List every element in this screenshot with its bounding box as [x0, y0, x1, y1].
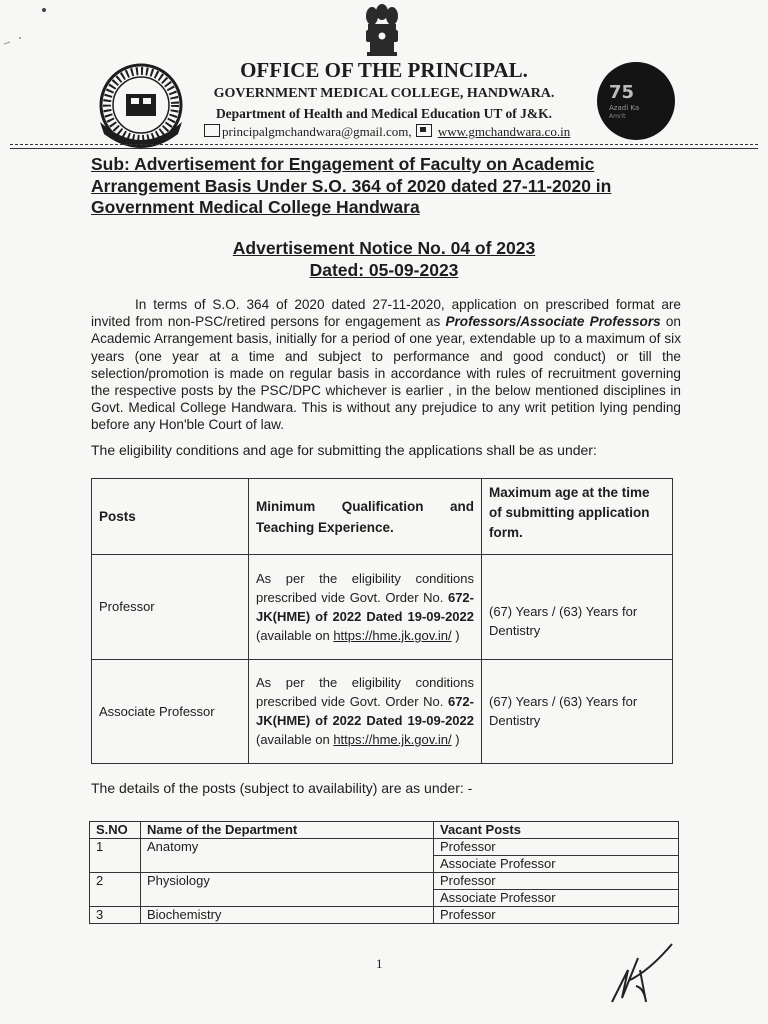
notice-number: Advertisement Notice No. 04 of 2023 [232, 238, 536, 258]
table-header: Maximum age at the time of submitting application form. [482, 479, 673, 555]
department-name: Department of Health and Medical Education UT of J&K. [215, 106, 553, 121]
office-title: OFFICE OF THE PRINCIPAL. [240, 58, 528, 82]
table-row: Associate Professor [90, 890, 679, 907]
table-row: 1 Anatomy Professor [90, 839, 679, 856]
table-header: Name of the Department [141, 822, 434, 839]
posts-table [89, 821, 679, 924]
email-icon [204, 124, 220, 137]
table-header: S.NO [90, 822, 141, 839]
details-intro: The details of the posts (subject to availability) are as under: - [91, 780, 473, 796]
svg-text:75: 75 [609, 82, 635, 103]
notice-heading [0, 238, 768, 281]
contact-line [204, 124, 570, 140]
web-icon [416, 124, 432, 137]
table-cell-age: (67) Years / (63) Years for Dentistry [482, 659, 673, 763]
eligibility-intro: The eligibility conditions and age for submitting the applications shall be as under: [91, 442, 597, 458]
national-emblem-icon [358, 2, 406, 60]
table-header: Vacant Posts [434, 822, 679, 839]
table-row: 3 Biochemistry Professor [90, 907, 679, 924]
table-cell-post: Professor [92, 555, 249, 659]
svg-text:Amrit: Amrit [609, 113, 626, 120]
body-paragraph: In terms of S.O. 364 of 2020 dated 27-11-2020, application on prescribed format are invited from non-PSC/retired persons for engagement as Professors/Associate Professors on Academic Arrangement basis, initially for a period of one year, extendable up to a maximum of six years (one year at a time and subject to performance and good conduct) or till the selection/promotion is made on regular basis in accordance with rules of recruitment governing the respective posts by the PSC/DPC whichever is earlier , in the below mentioned disciplines in Govt. Medical College Handwara. This is without any prejudice to any writ petition lying pending before any Hon'ble Court of law. [91, 297, 681, 433]
table-header: Posts [92, 479, 249, 555]
website-link[interactable]: www.gmchandwara.co.in [437, 124, 571, 139]
emphasized-posts: Professors/Associate Professors [445, 314, 661, 330]
table-header: Minimum Qualification and Teaching Experience. [249, 479, 482, 555]
header-divider-dashed [10, 144, 758, 145]
table-row: 2 Physiology Professor [90, 873, 679, 890]
eligibility-table [91, 478, 673, 764]
email-link[interactable]: principalgmchandwara@gmail.com, [222, 124, 412, 139]
table-cell-qualification: As per the eligibility conditions prescribed vide Govt. Order No. 672-JK(HME) of 2022 Dated 19-09-2022 (available on https://hme.jk.gov.in/ ) [249, 555, 482, 659]
table-cell-post: Associate Professor [92, 659, 249, 763]
hme-link[interactable]: https://hme.jk.gov.in/ [333, 627, 452, 643]
page-number: 1 [376, 956, 383, 971]
notice-date: Dated: 05-09-2023 [309, 259, 459, 280]
college-name: GOVERNMENT MEDICAL COLLEGE, HANDWARA. [213, 86, 555, 101]
signature [600, 940, 680, 1010]
header-divider [10, 148, 758, 149]
svg-text:Azadi Ka: Azadi Ka [609, 104, 640, 112]
hme-link[interactable]: https://hme.jk.gov.in/ [333, 732, 452, 748]
subject-line: Sub: Advertisement for Engagement of Faculty on Academic Arrangement Basis Under S.O. 364 of 2020 dated 27-11-2020 in Government Medical College Handwara [91, 154, 612, 217]
table-cell-qualification: As per the eligibility conditions prescribed vide Govt. Order No. 672-JK(HME) of 2022 Dated 19-09-2022 (available on https://hme.jk.gov.in/ ) [249, 659, 482, 763]
table-cell-age: (67) Years / (63) Years for Dentistry [482, 555, 673, 659]
table-row: Associate Professor [90, 856, 679, 873]
